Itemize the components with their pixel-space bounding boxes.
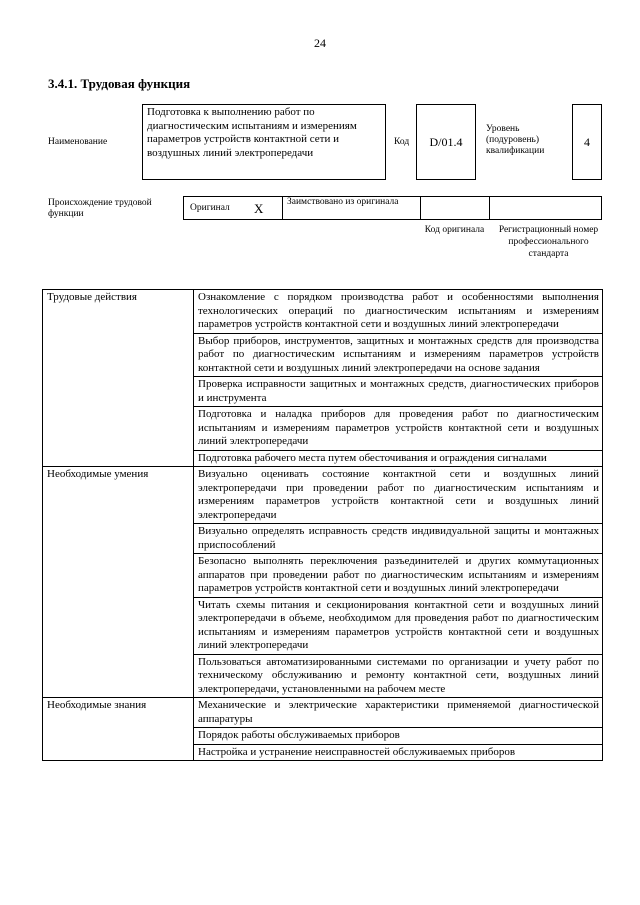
category-cell: Трудовые действия <box>43 290 194 467</box>
table-row <box>43 290 603 334</box>
category-cell: Необходимые умения <box>43 467 194 698</box>
list-item: Выбор приборов, инструментов, защитных и монтажных средств для производства работ по диагностическим испытаниям и измерениям параметров устройств контактной сети и воздушных линий электропередачи на основе задания <box>194 333 603 377</box>
list-item: Механические и электрические характеристики применяемой диагностической аппаратуры <box>194 698 603 728</box>
table-row <box>43 698 603 728</box>
section-title: 3.4.1. Трудовая функция <box>48 76 191 91</box>
list-item: Порядок работы обслуживаемых приборов <box>194 728 603 745</box>
borrowed-cell <box>282 196 420 220</box>
code-original-cell <box>420 196 489 220</box>
code-value: D/01.4 <box>416 104 476 180</box>
level-label: Уровень (подуровень) квалификации <box>486 124 545 156</box>
list-item: Ознакомление с порядком производства работ и особенностями выполнения технологических операций по диагностическим испытаниям и измерениям параметров устройств контактной сети и воздушных линий электропередачи <box>194 290 603 334</box>
table-row <box>43 467 603 524</box>
reg-number-cell <box>489 196 602 220</box>
level-value: 4 <box>572 104 602 180</box>
list-item: Визуально определять исправность средств индивидуальной защиты и монтажных приспособлений <box>194 524 603 554</box>
origin-row <box>183 196 602 220</box>
list-item: Настройка и устранение неисправностей обслуживаемых приборов <box>194 744 603 761</box>
category-cell: Необходимые знания <box>43 698 194 761</box>
name-value: Подготовка к выполнению работ по диагностическим испытаниям и измерениям параметров устройств контактной сети и воздушных линий электропередачи <box>142 104 386 180</box>
list-item: Подготовка рабочего места путем обесточивания и ограждения сигналами <box>194 450 603 467</box>
original-cell <box>183 196 282 220</box>
list-item: Безопасно выполнять переключения разъединителей и других коммутационных аппаратов при проведении работ по диагностическим испытаниям и измерениям параметров устройств контактной сети и воздушных линий электропередачи <box>194 554 603 598</box>
original-label: Оригинал <box>190 203 230 213</box>
reg-number-caption: Регистрационный номер профессионального стандарта <box>498 225 599 259</box>
list-item: Визуально оценивать состояние контактной сети и воздушных линий электропередачи при проведении работ по диагностическим испытаниям и измерениям параметров устройств контактной сети и воздушных линий электропередачи <box>194 467 603 524</box>
list-item: Подготовка и наладка приборов для проведения работ по диагностическим испытаниям и измерениям параметров устройств контактной сети и воздушных линий электропередачи <box>194 407 603 451</box>
code-label: Код <box>394 137 410 147</box>
list-item: Читать схемы питания и секционирования контактной сети и воздушных линий электропередачи в объеме, необходимом для проведения работ по диагностическим испытаниям и измерениям параметров устройств контактной сети и воздушных линий электропередачи <box>194 597 603 654</box>
original-mark: X <box>254 201 264 216</box>
list-item: Проверка исправности защитных и монтажных средств, диагностических приборов и инструмента <box>194 377 603 407</box>
name-label: Наименование <box>48 137 108 147</box>
borrowed-label: Заимствовано из оригинала <box>287 197 399 207</box>
page-number: 24 <box>314 36 326 50</box>
code-original-caption: Код оригинала <box>424 225 485 235</box>
function-table <box>42 289 603 761</box>
list-item: Пользоваться автоматизированными системами по организации и учету работ по техническому обслуживанию и ремонту контактной сети, воздушных линий электропередачи, установленными на рабочем месте <box>194 654 603 698</box>
origin-label: Происхождение трудовой функции <box>48 198 152 219</box>
